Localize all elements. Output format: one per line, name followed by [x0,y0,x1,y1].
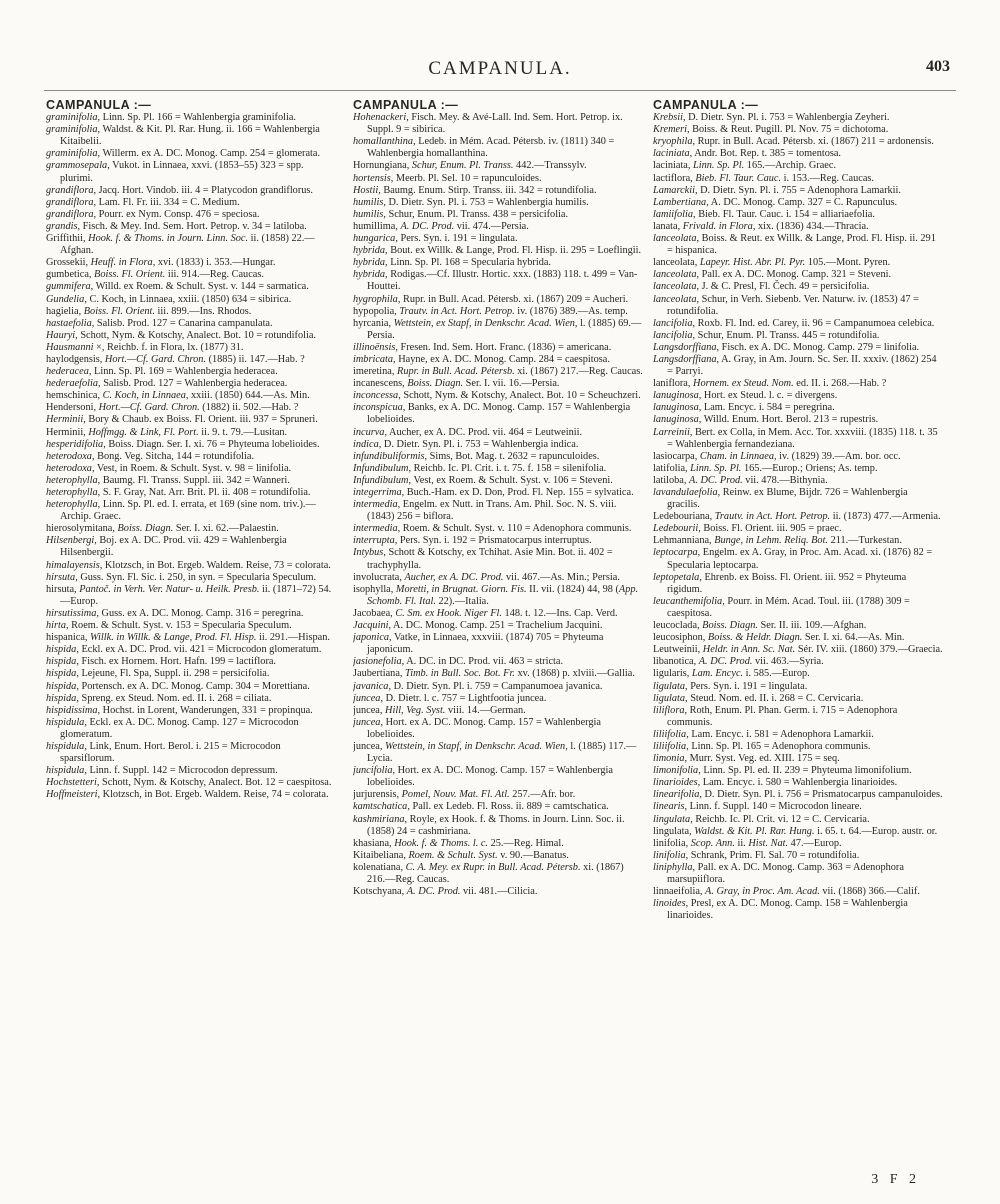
index-entry: hungarica, Pers. Syn. i. 191 = lingulata. [353,233,518,245]
index-entry: imbricata, Hayne, ex A. DC. Monog. Camp. 284 = caespitosa. [353,353,610,365]
index-entry: laciniata, Linn. Sp. Pl. 165.—Archip. Graec. [653,160,837,172]
index-entry: kamtschatica, Pall. ex Ledeb. Fl. Ross. ii. 889 = camtschatica. [353,801,609,813]
index-entry: intermedia, Roem. & Schult. Syst. v. 110 = Adenophora communis. [353,523,632,535]
index-entry: heterophylla, Linn. Sp. Pl. ed. I. errata, et 169 (sine nom. triv.).—Archip. Graec. [46,499,316,523]
index-entry: imeretina, Rupr. in Bull. Acad. Pétersb. xi. (1867) 217.—Reg. Caucas. [353,366,643,378]
index-entry: Hausmanni ×, Reichb. f. in Flora, lx. (1877) 31. [46,341,244,353]
page-title: CAMPANULA. [428,58,572,79]
index-entry: juncifolia, Hort. ex A. DC. Monog. Camp. 157 = Wahlenbergia lobelioides. [353,765,613,789]
index-entry: grandis, Fisch. & Mey. Ind. Sem. Hort. Petrop. v. 34 = latiloba. [46,220,307,232]
index-entry: lanuginosa, Lam. Encyc. i. 584 = peregrina. [653,402,835,414]
index-entry: haylodgensis, Hort.—Cf. Gard. Chron. (1885) ii. 147.—Hab. ? [46,353,305,365]
index-entry: liniphylla, Pall. ex A. DC. Monog. Camp. 363 = Adenophora marsupiiflora. [653,861,904,885]
index-entry: kolenatiana, C. A. Mey. ex Rupr. in Bull. Acad. Pétersb. xi. (1867) 216.—Reg. Caucas. [353,861,624,885]
index-entry: leucoclada, Boiss. Diagn. Ser. II. iii. 109.—Afghan. [653,620,867,632]
index-entry: liliifolia, Lam. Encyc. i. 581 = Adenophora Lamarkii. [653,728,874,740]
index-entry: javanica, D. Dietr. Syn. Pl. i. 759 = Campanumoea javanica. [353,680,603,692]
index-entry: Kitaibeliana, Roem. & Schult. Syst. v. 90.—Banatus. [353,849,569,861]
column-1 [46,99,336,1159]
index-entry: hesperidifolia, Boiss. Diagn. Ser. I. xi. 76 = Phyteuma lobelioides. [46,438,320,450]
index-entry: lanceolata, Pall. ex A. DC. Monog. Camp. 321 = Steveni. [653,269,892,281]
index-entry: Ledebourii, Boiss. Fl. Orient. iii. 905 = praec. [653,523,842,535]
index-entry: hispida, Lejeune, Fl. Spa, Suppl. ii. 298 = persicifolia. [46,668,270,680]
index-entry: lancifolia, Roxb. Fl. Ind. ed. Carey, ii. 96 = Campanumoea celebica. [653,317,935,329]
index-entry: linearifolia, D. Dietr. Syn. Pl. i. 756 = Prismatocarpus campanuloides. [653,789,943,801]
index-entry: grandiflora, Jacq. Hort. Vindob. iii. 4 = Platycodon grandiflorus. [46,184,313,196]
index-entry: lanuginosa, Hort. ex Steud. l. c. = divergens. [653,390,838,402]
index-entry: lamiifolia, Bieb. Fl. Taur. Cauc. i. 154 = alliariaefolia. [653,208,875,220]
index-entry: hyrcania, Wettstein, ex Stapf, in Denkschr. Acad. Wien, l. (1885) 69.—Persia. [353,317,642,341]
index-entry: hederacea, Linn. Sp. Pl. 169 = Wahlenbergia hederacea. [46,366,278,378]
index-entry: laciniata, Andr. Bot. Rep. t. 385 = tomentosa. [653,148,842,160]
index-entry: lavandulaefolia, Reinw. ex Blume, Bijdr. 726 = Wahlenbergia gracilis. [653,487,908,511]
index-entry: libanotica, A. DC. Prod. vii. 463.—Syria. [653,656,824,668]
column-heading: CAMPANULA :— [46,99,152,112]
index-entry: hirsutissima, Guss. ex A. DC. Monog. Camp. 316 = peregrina. [46,607,304,619]
index-entry: jasionefolia, A. DC. in DC. Prod. vii. 463 = stricta. [353,656,564,668]
index-entry: hispidula, Link, Enum. Hort. Berol. i. 215 = Microcodon sparsiflorum. [46,740,281,765]
index-entry: lancifolia, Schur, Enum. Pl. Transs. 445 = rotundifolia. [653,329,880,341]
index-entry: linarioides, Lam. Encyc. i. 580 = Wahlenbergia linarioides. [653,777,898,789]
index-entry: hispida, Portensch. ex A. DC. Monog. Camp. 304 = Morettiana. [46,680,310,692]
index-entry: grammosepala, Vukot. in Linnaea, xxvi. (1853–55) 323 = spp. plurimi. [46,160,304,184]
index-entry: Herminii, Bory & Chaub. ex Boiss. Fl. Orient. iii. 937 = Spruneri. [46,414,318,426]
index-entry: lanceolata, Boiss. & Reut. ex Willk. & Lange, Prod. Fl. Hisp. ii. 291 = hispanica. [653,233,936,257]
index-entry: Langsdorffiana, A. Gray, in Am. Journ. Sc. Ser. II. xxxiv. (1862) 254 = Parryi. [653,353,937,378]
index-entry: juncea, D. Dietr. l. c. 757 = Lightfootia juncea. [353,692,547,704]
index-entry: gumbetica, Boiss. Fl. Orient. iii. 914.—Reg. Caucas. [46,269,264,281]
index-entry: linifolia, Schrank, Prim. Fl. Sal. 70 = rotundifolia. [653,849,860,861]
index-entry: juncea, Hill, Veg. Syst. viii. 14.—German. [353,704,526,716]
index-entry: incanescens, Boiss. Diagn. Ser. I. vii. 16.—Persia. [353,378,560,390]
index-entry: lingulata, Waldst. & Kit. Pl. Rar. Hung. i. 65. t. 64.—Europ. austr. or. [653,825,938,837]
index-entry: linnaeifolia, A. Gray, in Proc. Am. Acad. vii. (1868) 366.—Calif. [653,886,920,898]
index-entry: linifolia, Scop. Ann. ii. Hist. Nat. 47.—Europ. [653,837,842,849]
index-entry: Infundibulum, Vest, ex Roem. & Schult. Syst. v. 106 = Steveni. [353,474,613,486]
index-entry: humillima, A. DC. Prod. vii. 474.—Persia. [353,220,529,232]
index-entry: indica, D. Dietr. Syn. Pl. i. 753 = Wahlenbergia indica. [353,438,579,450]
index-entry: inconcessa, Schott, Nym. & Kotschy, Analect. Bot. 10 = Scheuchzeri. [353,390,641,402]
index-entry: lanuginosa, Willd. Enum. Hort. Berol. 213 = rupestris. [653,414,879,426]
index-entry: ligulata, Steud. Nom. ed. II. i. 268 = C. Cervicaria. [653,692,864,704]
index-entry: humilis, D. Dietr. Syn. Pl. i. 753 = Wahlenbergia humilis. [353,196,589,208]
column-3 [653,99,943,1159]
index-entry: Jacquini, A. DC. Monog. Camp. 251 = Trachelium Jacquini. [353,620,603,632]
index-entry: Jaubertiana, Timb. in Bull. Soc. Bot. Fr. xv. (1868) p. xlviii.—Gallia. [353,668,635,680]
index-entry: Hostii, Baumg. Enum. Stirp. Transs. iii. 342 = rotundifolia. [353,184,597,196]
index-entry: himalayensis, Klotzsch, in Bot. Ergeb. Waldem. Reise, 73 = colorata. [46,559,331,571]
index-entry: grandiflora, Pourr. ex Nym. Consp. 476 = speciosa. [46,208,260,220]
index-entry: hispida, Spreng. ex Steud. Nom. ed. II. i. 268 = ciliata. [46,692,272,704]
index-entry: limonifolia, Linn. Sp. Pl. ed. II. 239 = Phyteuma limonifolium. [653,765,912,777]
index-entry: intermedia, Engelm. ex Nutt. in Trans. Am. Phil. Soc. N. S. viii. (1843) 256 = biflora. [353,499,617,523]
signature-mark: 3 F 2 [871,1172,920,1187]
index-entry: humilis, Schur, Enum. Pl. Transs. 438 = persicifolia. [353,208,569,220]
index-entry: Hoffmeisteri, Klotzsch, in Bot. Ergeb. Waldem. Reise, 74 = colorata. [46,789,329,801]
index-entry: Hauryi, Schott, Nym. & Kotschy, Analect. Bot. 10 = rotundifolia. [46,329,316,341]
index-entry: lasiocarpa, Cham. in Linnaea, iv. (1829) 39.—Am. bor. occ. [653,450,901,462]
column-heading: CAMPANULA :— [353,99,459,112]
index-entry: hederaefolia, Salisb. Prod. 127 = Wahlenbergia hederacea. [46,378,288,390]
index-entry: Larreinii, Bert. ex Colla, in Mem. Acc. Tor. xxxviii. (1835) 118. t. 35 = Wahlenbergia fernandeziana. [653,426,938,450]
index-entry: hagielia, Boiss. Fl. Orient. iii. 899.—Ins. Rhodos. [46,305,252,317]
index-entry: Grossekii, Heuff. in Flora, xvi. (1833) i. 353.—Hungar. [46,257,276,269]
index-entry: latifolia, Linn. Sp. Pl. 165.—Europ.; Oriens; As. temp. [653,462,878,474]
header-rule [44,90,956,91]
index-entry: Ledebouriana, Trautv. in Act. Hort. Petrop. ii. (1873) 477.—Armenia. [653,511,941,523]
index-entry: hortensis, Meerb. Pl. Sel. 10 = rapunculoides. [353,172,542,184]
index-entry: hygrophila, Rupr. in Bull. Acad. Pétersb. xi. (1867) 209 = Aucheri. [353,293,629,305]
index-entry: hirta, Roem. & Schult. Syst. v. 153 = Specularia Speculum. [46,620,292,632]
index-entry: ligularis, Lam. Encyc. i. 585.—Europ. [653,668,810,680]
index-entry: hispidula, Linn. f. Suppl. 142 = Microcodon depressum. [46,765,278,777]
index-entry: Leutweinii, Heldr. in Ann. Sc. Nat. Sér. IV. xiii. (1860) 379.—Graecia. [653,644,943,656]
entry-columns [44,99,956,1159]
index-entry: latiloba, A. DC. Prod. vii. 478.—Bithynia. [653,474,828,486]
index-entry: Lamarckii, D. Dietr. Syn. Pl. i. 755 = Adenophora Lamarkii. [653,184,901,196]
index-entry: Lambertiana, A. DC. Monog. Camp. 327 = C. Rapunculus. [653,196,898,208]
index-entry: lanceolata, Schur, in Verh. Siebenb. Ver. Naturw. iv. (1853) 47 = rotundifolia. [653,293,919,317]
index-entry: Griffithii, Hook. f. & Thoms. in Journ. Linn. Soc. ii. (1858) 22.—Afghan. [46,233,315,257]
index-entry: limonia, Murr. Syst. Veg. ed. XIII. 175 = seq. [653,753,840,765]
column-heading: CAMPANULA :— [653,99,759,112]
page-number: 403 [926,58,950,75]
index-entry: leucosiphon, Boiss. & Heldr. Diagn. Ser. I. xi. 64.—As. Min. [653,632,905,644]
index-entry: hispanica, Willk. in Willk. & Lange, Prod. Fl. Hisp. ii. 291.—Hispan. [46,632,330,644]
index-entry: Hilsenbergi, Boj. ex A. DC. Prod. vii. 429 = Wahlenbergia Hilsenbergii. [46,535,287,559]
index-entry: ligulata, Pers. Syn. i. 191 = lingulata. [653,680,808,692]
index-entry: jurjurensis, Pomel, Nouv. Mat. Fl. Atl. 257.—Afr. bor. [353,789,576,801]
index-entry: juncea, Wettstein, in Stapf, in Denkschr. Acad. Wien, l. (1885) 117.—Lycia. [353,740,637,765]
index-entry: laniflora, Hornem. ex Steud. Nom. ed. II. i. 268.—Hab. ? [653,378,887,390]
index-entry: lanceolata, Lapeyr. Hist. Abr. Pl. Pyr. 105.—Mont. Pyren. [653,257,891,269]
index-entry: hirsuta, Pantoč. in Verh. Ver. Natur- u. Heilk. Presb. ii. (1871–72) 54.—Europ. [46,583,332,607]
index-entry: hemschinica, C. Koch, in Linnaea, xxiii. (1850) 644.—As. Min. [46,390,310,402]
index-entry: Jacobaea, C. Sm. ex Hook. Niger Fl. 148. t. 12.—Ins. Cap. Verd. [353,607,618,619]
index-entry: lingulata, Reichb. Ic. Pl. Crit. vi. 12 = C. Cervicaria. [653,813,870,825]
index-entry: kryophila, Rupr. in Bull. Acad. Pétersb. xi. (1867) 211 = ardonensis. [653,136,934,148]
index-entry: incurva, Aucher, ex A. DC. Prod. vii. 464 = Leutweinii. [353,426,583,438]
index-entry: gummifera, Willd. ex Roem. & Schult. Syst. v. 144 = sarmatica. [46,281,309,293]
index-entry: heterophylla, S. F. Gray, Nat. Arr. Brit. Pl. ii. 408 = rotundifolia. [46,487,311,498]
index-entry: kashmiriana, Royle, ex Hook. f. & Thoms. in Journ. Linn. Soc. ii. (1858) 24 = cashmiriana. [353,813,625,837]
index-entry: leptopetala, Ehrenb. ex Boiss. Fl. Orient. iii. 952 = Phyteuma rigidum. [653,571,907,595]
index-entry: grandiflora, Lam. Fl. Fr. iii. 334 = C. Medium. [46,196,240,208]
index-entry: Krebsii, D. Dietr. Syn. Pl. i. 753 = Wahlenbergia Zeyheri. [653,112,890,124]
index-entry: hybrida, Linn. Sp. Pl. 168 = Specularia hybrida. [353,257,552,269]
index-entry: hispida, Fisch. ex Hornem. Hort. Hafn. 199 = lactiflora. [46,656,277,668]
index-entry: linoides, Presl, ex A. DC. Monog. Camp. 158 = Wahlenbergia linarioides. [653,898,908,922]
index-entry: homallanthina, Ledeb. in Mém. Acad. Pétersb. iv. (1811) 340 = Wahlenbergia homallanthina. [353,136,615,160]
index-entry: leptocarpa, Engelm. ex A. Gray, in Proc. Am. Acad. xi. (1876) 82 = Specularia leptocarpa. [653,547,933,571]
index-entry: Hohenackeri, Fisch. Mey. & Avé-Lall. Ind. Sem. Hort. Petrop. ix. Suppl. 9 = sibirica. [353,112,623,136]
index-entry: isophylla, Moretti, in Brugnat. Giorn. Fis. II. vii. (1824) 44, 98 (App. Schomb. Fl. Ital. 22).—Italia. [353,583,639,607]
index-entry: hispida, Eckl. ex A. DC. Prod. vii. 421 = Microcodon glomeratum. [46,644,322,656]
index-entry: leucanthemifolia, Pourr. in Mém. Acad. Toul. iii. (1788) 309 = caespitosa. [653,595,910,619]
index-entry: hierosolymitana, Boiss. Diagn. Ser. I. xi. 62.—Palaestin. [46,523,279,535]
index-entry: hybrida, Bout. ex Willk. & Lange, Prod. Fl. Hisp. ii. 295 = Loeflingii. [353,245,642,257]
index-entry: Kotschyana, A. DC. Prod. vii. 481.—Cilicia. [353,886,538,898]
index-entry: Hendersoni, Hort.—Cf. Gard. Chron. (1882) ii. 502.—Hab. ? [46,402,299,414]
index-entry: Gundelia, C. Koch, in Linnaea, xxiii. (1850) 634 = sibirica. [46,293,292,305]
index-entry: Langsdorffiana, Fisch. ex A. DC. Monog. Camp. 279 = linifolia. [653,341,920,353]
index-entry: heterodoxa, Vest, in Roem. & Schult. Syst. v. 98 = linifolia. [46,462,292,474]
index-entry: Intybus, Schott & Kotschy, ex Tchihat. Asie Min. Bot. ii. 402 = trachyphylla. [353,547,613,571]
index-entry: heterodoxa, Bong. Veg. Sitcha, 144 = rotundifolia. [46,450,255,462]
index-entry: liliflora, Roth, Enum. Pl. Phan. Germ. i. 715 = Adenophora communis. [653,704,898,728]
index-entry: involucrata, Aucher, ex A. DC. Prod. vii. 467.—As. Min.; Persia. [353,571,620,583]
running-header [0,56,1000,84]
index-entry: interrupta, Pers. Syn. i. 192 = Prismatocarpus interruptus. [353,535,592,547]
index-entry: khasiana, Hook. f. & Thoms. l. c. 25.—Reg. Himal. [353,837,564,849]
index-entry: hirsuta, Guss. Syn. Fl. Sic. i. 250, in syn. = Specularia Speculum. [46,571,317,583]
index-entry: lactiflora, Bieb. Fl. Taur. Cauc. i. 153.—Reg. Caucas. [653,172,874,184]
index-entry: illinoënsis, Fresen. Ind. Sem. Hort. Franc. (1836) = americana. [353,341,612,353]
index-entry: hybrida, Rodigas.—Cf. Illustr. Hortic. xxx. (1883) 118. t. 499 = Van-Houttei. [353,269,638,293]
index-entry: Hornungiana, Schur, Enum. Pl. Transs. 442.—Transsylv. [353,160,587,172]
index-entry: heterophylla, Baumg. Fl. Transs. Suppl. iii. 342 = Wanneri. [46,474,290,486]
index-entry: graminifolia, Willerm. ex A. DC. Monog. Camp. 254 = glomerata. [46,148,321,160]
index-entry: japonica, Vatke, in Linnaea, xxxviii. (1874) 705 = Phyteuma japonicum. [353,632,604,656]
index-entry: Lehmanniana, Bunge, in Lehm. Reliq. Bot. 211.—Turkestan. [653,535,902,547]
index-entry: graminifolia, Linn. Sp. Pl. 166 = Wahlenbergia graminifolia. [46,112,296,124]
index-entry: linearis, Linn. f. Suppl. 140 = Microcodon lineare. [653,801,862,813]
index-entry: infundibuliformis, Sims, Bot. Mag. t. 2632 = rapunculoides. [353,450,600,462]
index-entry: lanata, Frivald. in Flora, xix. (1836) 434.—Thracia. [653,220,869,232]
index-entry: lanceolata, J. & C. Presl, Fl. Čech. 49 = persicifolia. [653,281,870,293]
index-entry: inconspicua, Banks, ex A. DC. Monog. Camp. 157 = Wahlenbergia lobelioides. [353,402,631,426]
column-2 [353,99,643,1159]
index-entry: integerrima, Buch.-Ham. ex D. Don, Prod. Fl. Nep. 155 = sylvatica. [353,487,634,498]
index-entry: liliifolia, Linn. Sp. Pl. 165 = Adenophora communis. [653,740,871,752]
index-entry: Hochstetteri, Schott, Nym. & Kotschy, Analect. Bot. 12 = caespitosa. [46,777,332,789]
index-entry: juncea, Hort. ex A. DC. Monog. Camp. 157 = Wahlenbergia lobelioides. [353,716,601,740]
index-entry: hispidula, Eckl. ex A. DC. Monog. Camp. 127 = Microcodon glomeratum. [46,716,299,740]
index-entry: graminifolia, Waldst. & Kit. Pl. Rar. Hung. ii. 166 = Wahlenbergia Kitaibelii. [46,124,320,148]
index-entry: Kremeri, Boiss. & Reut. Pugill. Pl. Nov. 75 = dichotoma. [653,124,889,136]
index-entry: Herminii, Hoffmgg. & Link, Fl. Port. ii. 9. t. 79.—Lusitan. [46,426,288,438]
index-entry: Infundibulum, Reichb. Ic. Pl. Crit. i. t. 75. f. 158 = silenifolia. [353,462,607,474]
index-entry: hastaefolia, Salisb. Prod. 127 = Canarina campanulata. [46,317,273,329]
index-entry: hispidissima, Hochst. in Lorent, Wanderungen, 331 = propinqua. [46,704,313,716]
index-entry: hypopolia, Trautv. in Act. Hort. Petrop. iv. (1876) 389.—As. temp. [353,305,628,317]
